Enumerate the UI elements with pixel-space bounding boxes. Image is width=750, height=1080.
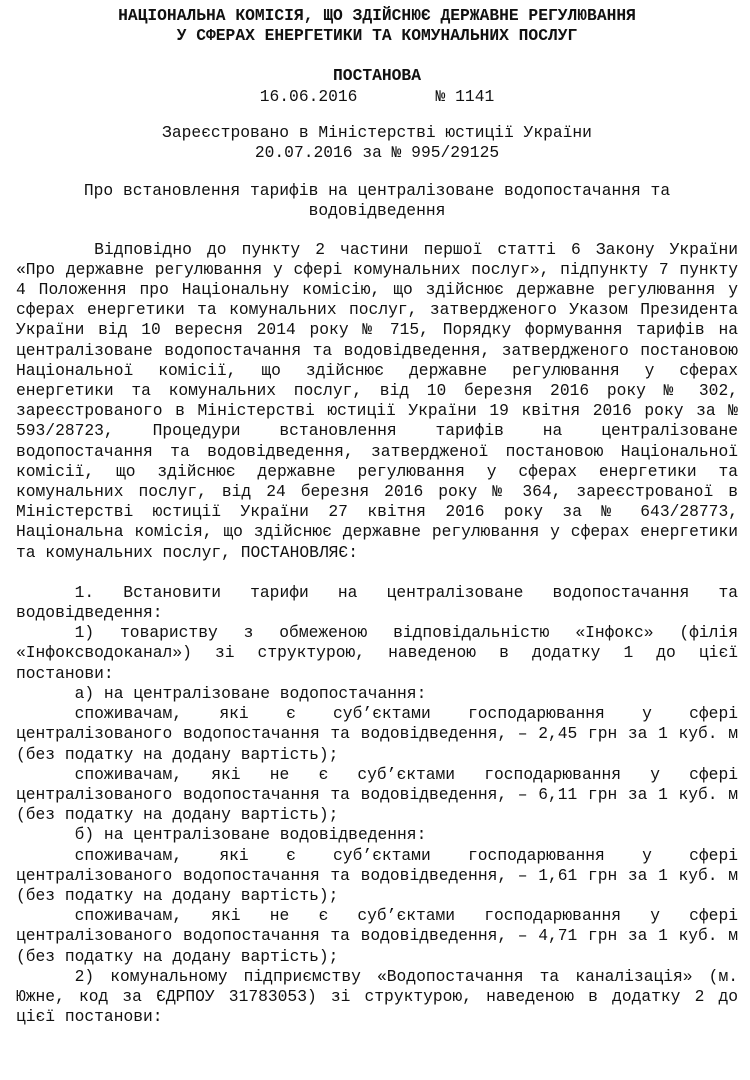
- clause-1-1-a: а) на централізоване водопостачання:: [74, 683, 427, 703]
- clause-1-1-b-2: споживачам, які не є суб’єктами господарювання у сфері централізованого водопостачання та водовідведення, – 4,71 грн за 1 куб. м (без податку на додану вартість);: [16, 906, 738, 966]
- clause-1-1: 1) товариству з обмеженою відповідальністю «Інфокс» (філія «Інфоксводоканал») зі структурою, наведеною в додатку 1 до цієї постанови:: [16, 623, 738, 683]
- document-type: ПОСТАНОВА: [333, 66, 421, 86]
- document-date-number: 16.06.2016 № 1141: [259, 86, 495, 106]
- document-title: Про встановлення тарифів на централізоване водопостачання та водовідведення: [83, 181, 671, 221]
- clause-1-1-a-1: споживачам, які є суб’єктами господарювання у сфері централізованого водопостачання та водовідведення, – 2,45 грн за 1 куб. м (без податку на додану вартість);: [16, 704, 738, 764]
- registration-line-1: Зареєстровано в Міністерстві юстиції України: [162, 122, 592, 142]
- commission-name-line-1: НАЦІОНАЛЬНА КОМІСІЯ, ЩО ЗДІЙСНЮЄ ДЕРЖАВНЕ РЕГУЛЮВАННЯ: [118, 6, 636, 25]
- clause-1: 1. Встановити тарифи на централізоване водопостачання та водовідведення:: [16, 582, 738, 623]
- preamble-paragraph: Відповідно до пункту 2 частини першої статті 6 Закону України «Про державне регулювання у сфері комунальних послуг», підпункту 7 пункту 4 Положення про Національну комісію, що здійснює державне регулювання у сферах енергетики та комунальних послуг, затвердженого Указом Президента України від 10 вересня 2014 року № 715, Порядку формування тарифів на централізоване водопостачання та водовідведення, затвердженого постановою Національної комісії, що здійснює державне регулювання у сферах енергетики та комунальних послуг, від 10 березня 2016 року № 302, зареєстрованого в Міністерстві юстиції України 19 квітня 2016 року за № 593/28723, Процедури встановлення тарифів на централізоване водопостачання та водовідведення, затвердженої постановою Національної комісії, що здійснює державне регулювання у сферах енергетики та комунальних послуг, від 24 березня 2016 року № 364, зареєстрованої в Міністерстві юстиції України 27 квітня 2016 року за № 643/28773, Національна комісія, що здійснює державне регулювання у сферах енергетики та комунальних послуг, ПОСТАНОВЛЯЄ:: [16, 239, 738, 562]
- clause-1-1-b-1: споживачам, які є суб’єктами господарювання у сфері централізованого водопостачання та водовідведення, – 1,61 грн за 1 куб. м (без податку на додану вартість);: [16, 845, 738, 905]
- clause-1-2: 2) комунальному підприємству «Водопостачання та каналізація» (м. Южне, код за ЄДРПОУ 31783053) зі структурою, наведеною в додатку 2 до цієї постанови:: [16, 966, 738, 1027]
- clause-1-1-b: б) на централізоване водовідведення:: [74, 825, 427, 845]
- registration-line-2: 20.07.2016 за № 995/29125: [254, 143, 500, 163]
- clause-1-1-a-2: споживачам, які не є суб’єктами господарювання у сфері централізованого водопостачання та водовідведення, – 6,11 грн за 1 куб. м (без податку на додану вартість);: [16, 764, 738, 825]
- commission-name-line-2: У СФЕРАХ ЕНЕРГЕТИКИ ТА КОМУНАЛЬНИХ ПОСЛУГ: [176, 26, 578, 46]
- document-page: [16, 6, 738, 1027]
